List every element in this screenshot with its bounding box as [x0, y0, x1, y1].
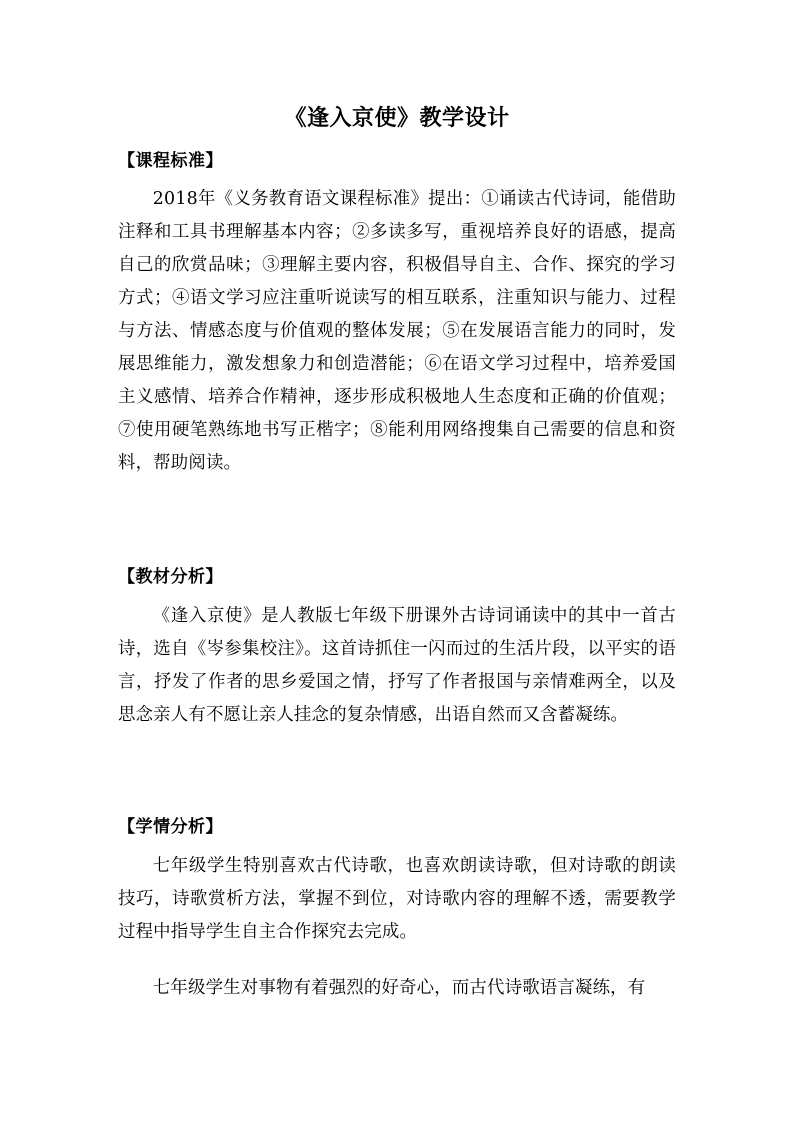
- section-heading-textbook-analysis: 【教材分析】: [118, 567, 223, 587]
- paragraph-learner-analysis-2: 七年级学生对事物有着强烈的好奇心，而古代诗歌语言凝练，有: [152, 978, 646, 998]
- paragraph-learner-analysis-1: 七年级学生特别喜欢古代诗歌，也喜欢朗读诗歌，但对诗歌的朗读技巧，诗歌赏析方法，掌握不到位，对诗歌内容的理解不透，需要教学过程中指导学生自主合作探究去完成。: [118, 856, 676, 942]
- paragraph-textbook-analysis: 《逢入京使》是人教版七年级下册课外古诗词诵读中的其中一首古诗，选自《岑参集校注》。这首诗抓住一闪而过的生活片段，以平实的语言，抒发了作者的思乡爱国之情，抒写了作者报国与亲情难两全，以及思念亲人有不愿让亲人挂念的复杂情感，出语自然而又含蓄凝练。: [118, 606, 676, 725]
- section-heading-curriculum-standard: 【课程标准】: [118, 151, 223, 171]
- paragraph-curriculum-standard: 2018年《义务教育语文课程标准》提出：①诵读古代诗词，能借助注释和工具书理解基本内容；②多读多写，重视培养良好的语感，提高自己的欣赏品味；③理解主要内容，积极倡导自主、合作、探究的学习方式；④语文学习应注重听说读写的相互联系，注重知识与能力、过程与方法、情感态度与价值观的整体发展；⑤在发展语言能力的同时，发展思维能力，激发想象力和创造潜能；⑥在语文学习过程中，培养爱国主义感情、培养合作精神，逐步形成积极地人生态度和正确的价值观；⑦使用硬笔熟练地书写正楷字；⑧能利用网络搜集自己需要的信息和资料，帮助阅读。: [118, 189, 676, 473]
- document-title: 《逢入京使》教学设计: [284, 105, 510, 131]
- section-heading-learner-analysis: 【学情分析】: [118, 817, 223, 837]
